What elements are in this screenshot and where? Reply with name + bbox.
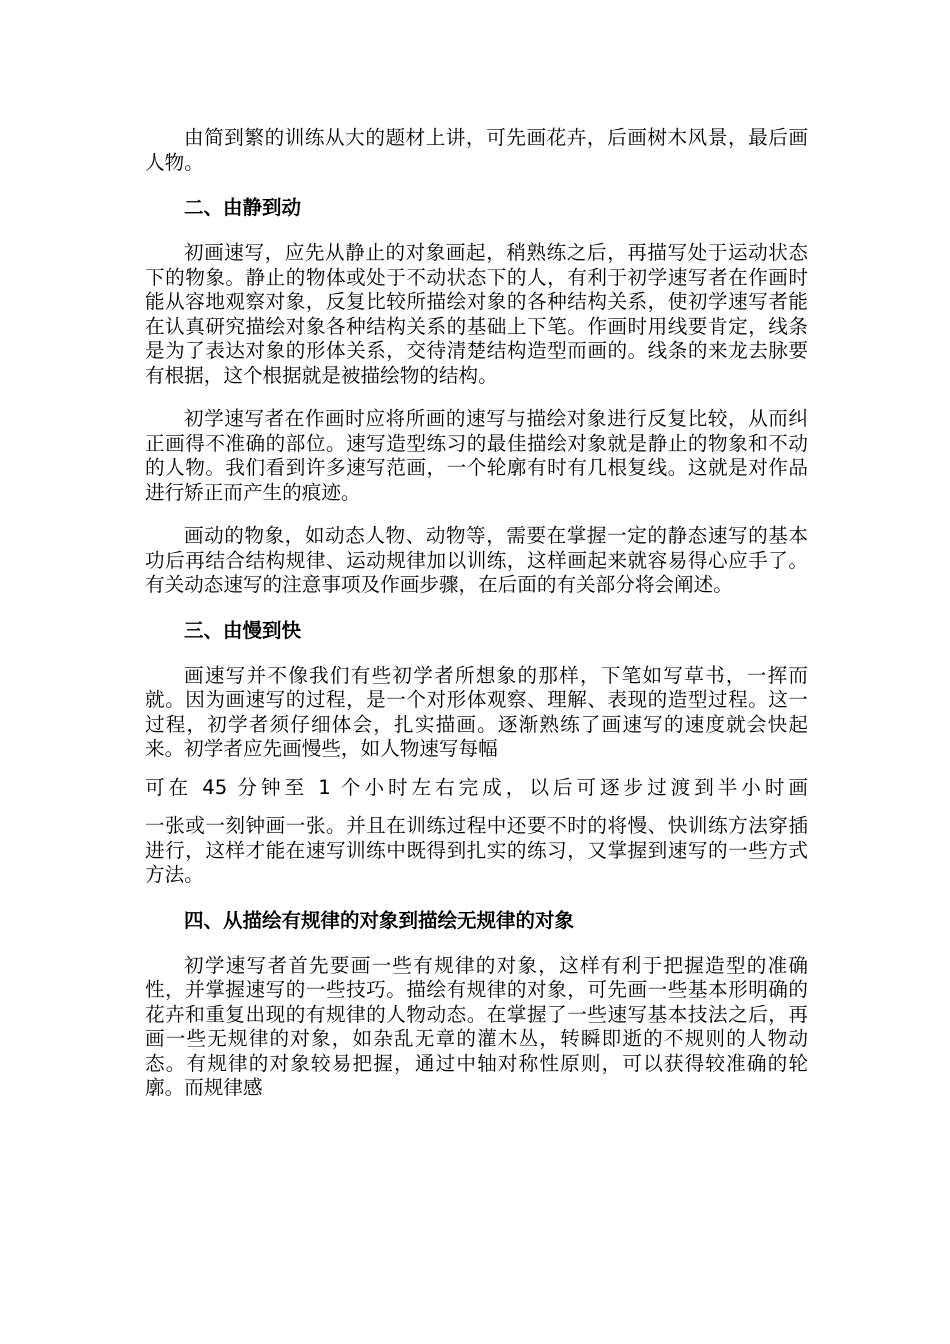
spacer (145, 175, 808, 196)
spacer (145, 598, 808, 619)
paragraph-slow-to-fast-part1: 画速写并不像我们有些初学者所想象的那样，下笔如写草书，一挥而就。因为画速写的过程，是一个对形体观察、理解、表现的造型过程。这一过程，初学者须仔细体会，扎实描画。逐渐熟练了画速写的速度就会快起来。初学者应先画慢些，如人物速写每幅 (145, 663, 808, 760)
paragraph-flowers-trees-figures: 由简到繁的训练从大的题材上讲，可先画花卉，后画树木风景，最后画人物。 (145, 126, 808, 174)
section-heading-static-to-dynamic: 二、由静到动 (184, 196, 302, 219)
minutes-number: 45 (202, 775, 228, 799)
time-line-text-start: 可在 (145, 775, 193, 799)
paragraph-slow-to-fast-part3: 一张或一刻钟画一张。并且在训练过程中还要不时的将慢、快训练方法穿插进行，这样才能在速写训练中既得到扎实的练习，又掌握到速写的一些方式方法。 (145, 814, 808, 886)
spacer (145, 933, 808, 954)
section-heading-slow-to-fast: 三、由慢到快 (184, 618, 302, 642)
time-line-text-mid: 分钟至 (237, 775, 309, 799)
spacer (145, 388, 808, 407)
time-line-text-end: 个小时左右完成，以后可逐步过渡到半小时画 (340, 775, 808, 799)
spacer (145, 505, 808, 524)
document-page (145, 126, 808, 1101)
paragraph-compare-correct: 初学速写者在作画时应将所画的速写与描绘对象进行反复比较，从而纠正画得不准确的部位。速写造型练习的最佳描绘对象就是静止的物象和不动的人物。我们看到许多速写范画，一个轮廓有时有几根复线。这就是对作品进行矫正而产生的痕迹。 (145, 407, 808, 504)
paragraph-slow-to-fast-time-line (145, 776, 808, 801)
spacer (145, 643, 808, 664)
spacer (145, 800, 808, 814)
hours-number: 1 (318, 775, 331, 799)
spacer (145, 220, 808, 241)
spacer (145, 762, 808, 776)
paragraph-start-from-static: 初画速写，应先从静止的对象画起，稍熟练之后，再描写处于运动状态下的物象。静止的物体或处于不动状态下的人，有利于初学速写者在作画时能从容地观察对象，反复比较所描绘对象的各种结构关系，使初学速写者能在认真研究描绘对象各种结构关系的基础上下笔。作画时用线要肯定，线条是为了表达对象的形体关系，交待清楚结构造型而画的。线条的来龙去脉要有根据，这个根据就是被描绘物的结构。 (145, 241, 808, 387)
section-heading-regular-to-irregular: 四、从描绘有规律的对象到描绘无规律的对象 (184, 908, 575, 932)
spacer (145, 888, 808, 909)
paragraph-slow-to-fast (145, 664, 808, 888)
paragraph-regular-objects: 初学速写者首先要画一些有规律的对象，这样有利于把握造型的准确性，并掌握速写的一些技巧。描绘有规律的对象，可先画一些基本形明确的花卉和重复出现的有规律的人物动态。在掌握了一些速写基本技法之后，再画一些无规律的对象，如杂乱无章的灌木丛，转瞬即逝的不规则的人物动态。有规律的对象较易把握，通过中轴对称性原则，可以获得较准确的轮廓。而规律感 (145, 953, 808, 1099)
paragraph-moving-objects: 画动的物象，如动态人物、动物等，需要在掌握一定的静态速写的基本功后再结合结构规律、运动规律加以训练，这样画起来就容易得心应手了。有关动态速写的注意事项及作画步骤，在后面的有关部分将会阐述。 (145, 524, 808, 596)
